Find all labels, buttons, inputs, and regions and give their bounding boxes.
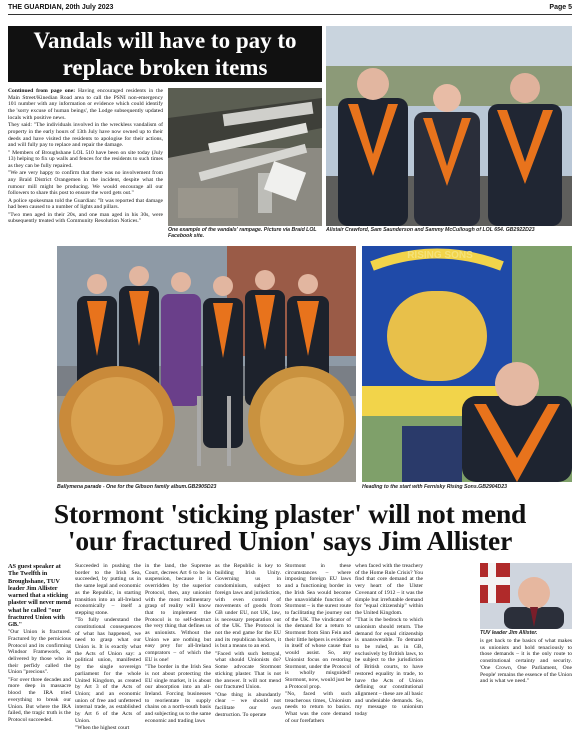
story1-body [8,88,163,228]
story2-col2 [75,563,141,735]
story1-headline-line2: replace broken items [62,55,268,80]
page-header [8,4,572,15]
story1-paragraph: " Members of Broughshane LOL 510 have been on site today (July 13) helping to fix up walls and fences for the residents to such times as they can be fully repaired. [8,149,163,169]
story2-col3 [145,563,211,735]
story2-col2-text: "To fully understand the constitutional consequences of what has happened, we need to grasp what our Union is. It is exactly what the Acts of Union say: a political union, manifested by the single sovereign parliament for the whole United Kingdom, as created by Art 3 of the Acts of Union; and an economic union of free and unfettered internal trade, as established by Art 6 of the Acts of Union. [75,617,141,724]
story2-col6 [355,563,423,735]
parade-drums-image [57,246,356,482]
photo-three-men-caption: Alistair Crawford, Sam Saunderson and Sammy McCullough of LOL 654. GB2922D23 [326,227,535,233]
page-number: Page 5 [549,4,572,11]
portrait-image [480,563,572,629]
photo-three-men [326,26,572,226]
story2-headline [8,500,572,556]
photo-vandalism [168,88,322,226]
photo-parade-caption: Ballymena parade - One for the Gibson family album.GB2905D23 [57,484,217,490]
story2-col7 [480,638,572,735]
story1-headline [8,26,322,82]
rising-sons-image [362,246,572,482]
story2-col1-text: "For over three decades and more deep in massacre blood the IRA tried everything to break our Union. But where the IRA failed, the tragic truth is the Protocol succeeded. [8,676,71,723]
story1-paragraph: "We are very happy to confirm that there was no involvement from any Braid District Orangemen in the incident, despite what the rumour mill might be producing. We would encourage all our followers to share this post to ensure the word gets out." [8,170,163,197]
story2-col6-text: when faced with the treachery of the Home Rule Crisis? You find that core demand at the very heart of the Ulster Covenant of 1912 – it was the simple but irrefutable demand for "equal citizenship" within the United Kingdom. [355,563,423,616]
story1-paragraph: A police spokesman told the Guardian: "It was reported that damage had been caused to a number of lights and pillars. [8,197,163,211]
story2-col4 [215,563,281,735]
story2-col1 [8,563,71,735]
story2-col4-text: as the Republic is key to building Irish Unity. Governing us in condominium, subject to foreign laws and jurisdiction, with even control of movements of goods from GB under EU, not UK, law, is necessary preparation out of the UK. The Protocol is not the end game for the EU and its republican backers, it is but a means to an end. [215,563,281,650]
vandalism-scene-image [168,88,322,226]
photo-rising-sons-caption: Heading to the start with Fernisky Rising Sons.GB2904D23 [362,484,507,490]
photo-parade-drums [57,246,356,482]
banner-text: RISING SONS [407,250,473,261]
story2-col6-text: "That is the bedrock to which unionism should return. The demand for equal citizenship is unanswerable. To demand to be ruled, as in GB, exclusively by British laws, to be subject to the jurisdiction of British courts, to have restored equality in trade, to have the Acts of Union defining our constitutional alignment – these are all basic and undeniable demands. So, my message to unionism today [355,617,423,718]
story2-col4-text: "Faced with such betrayal, what should Unionists do? Some advocate Stormont sticking plaster. That is not the answer. It will not mend our fractured Union. [215,650,281,691]
story1-lead: Continued from page one: [8,88,76,94]
paper-date: THE GUARDIAN, 20th July 2023 [8,4,114,11]
story1-paragraph: They said: "The individuals involved in the wreckless vandalism of property in the early hours of 13th July have now owned up to their deeds and have visited the residents to apologise for their actions, and will fully pay to replace and repair the damage. [8,122,163,149]
portrait-jim-allister [480,563,572,629]
story2-col2-text: "When the highest court [75,725,130,732]
story2-intro: AS guest speaker at The Twelfth in Broughshane, TUV leader Jim Allister warned that a sticking plaster will never mend what he called "our fractured Union with GB." [8,563,71,629]
story2-col5-text: "No, faced with such treacherous times, Unionism needs to return to basics. What was the core demand of our forefathers [285,690,351,724]
story2-col5 [285,563,351,735]
photo-rising-sons [362,246,572,482]
photo-vandalism-caption: One example of the vandals' rampage. Picture via Braid LOL Facebook site. [168,227,317,240]
story2-col3-text: in the land, the Supreme Court, decrees Art 6 to be in suspension, because it is overridden by the superior Protocol, then, any unionist with the most rudimentary grasp of reality will know that to implement the Protocol is to self-destruct the very thing that defines us as unionists. Without the Union we are nothing but easy prey for all-Ireland comprators – of which the EU is one! [145,563,211,663]
story2-headline-line1: Stormont 'sticking plaster' will not mend [53,498,527,529]
story1-paragraph: "Two men aged in their 20s, and one man aged in his 30s, were subsequently treated with Community Resolution Notices." [8,211,163,225]
portrait-caption: TUV leader Jim Allister. [480,630,538,636]
story1-headline-line1: Vandals will have to pay to [33,28,297,53]
story2-col1-text: "Our Union is fractured. Fractured by the pernicious Protocol and its confirming Windsor Framework, as delivered by those who in their perfidy called the Union "precious". [8,629,71,676]
three-men-image [326,26,572,226]
story1-paragraph: Continued from page one: Having encouraged residents in the Main Street/Kinedian Road area to call the PSNI non-emergency 101 number with any information or evidence which could identify the 'sorry excuse of human beings', the Lodge subsequently updated locals with positive news. [8,88,163,121]
story2-col3-text: "The border in the Irish Sea is not about protecting the EU single market, it is about our absorption into an all-Ireland. Forcing businesses to reorientate its supply chains on a north-south basis and subjecting us to the same economic and trading laws [145,664,211,724]
story2-col5-text: Stormont in these circumstances – where imposing foreign EU laws and a functioning border in the Irish Sea would become the unavoidable function of Stormont – is the surest route to facilitating the journey out of the UK. The vindicator of the demand for a return to Stormont from Sinn Fein and their little helpers is evidence in itself of whose cause that would assist. So, any Unionist focus on restoring Stormont, under the Protocol is wholly misguided! Stormont, now, would just be a Protocol prop. [285,563,351,690]
story2-col2-text: Succeeded in pushing the border to the Irish Sea, succeeded, by putting us in the same legal and economic as the Republic, in starting transition into an all-Ireland economically – itself a stepping stone. [75,563,141,616]
story2-col7-text: is get back to the basics of what makes us unionists and hold tenaciously to those demands – it is the only route to constitutional certainty and security. 'One Crown, One Parliament, One People' remains the essence of the Union and is what we need." [480,638,572,685]
story2-headline-line2: 'our fractured Union' says Jim Allister [67,525,513,556]
story2-col4-text: "One thing is abundantly clear – we should not facilitate our own destruction. To operate [215,691,281,718]
